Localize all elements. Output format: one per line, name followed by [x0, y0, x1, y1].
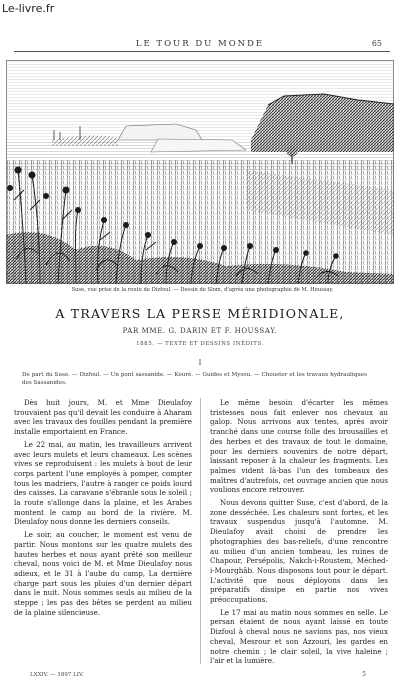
footer-signature: 5 [362, 671, 366, 678]
engraving-illustration [6, 60, 394, 284]
paragraph: Le 22 mai, au matin, les travailleurs arrivent avec leurs mulets et leurs chameaux. Les scènes vives se reproduisent : les mulets à bout de leur corps partent l'une employés à pomper, compter tous les madriers, l'autre à ranger ce poids lourd des caisses. La caravane s'ébranle sous le soleil ; la route s'allonge dans la plaine, et les Arabes montent le camp au bord de la rivière. M. Dieulafoy nous donne les derniers conseils. [14, 439, 192, 527]
figure-caption: Suse, vue prise de la route de Dizfoul. — Dessin de Slom, d'après une photographie de M. Houssay. [71, 287, 334, 293]
text-column-left [14, 398, 192, 617]
paragraph: Le 17 mai au matin nous sommes en selle. Le persan étaient de nous ayant laissé en toute Dizfoul à cheval nous ne savions pas, nos vieux cheval, Mesrour et son Azzouri, les gardes en notre chemin ; le clair soleil, la vive haleine ; l'air et la lumière. [210, 607, 388, 666]
section-numeral: I [198, 359, 202, 367]
paragraph: Nous devons quitter Suse, c'est d'abord, de la zone desséchée. Les chaleurs sont fortes, et les travaux suspendus jusqu'à l'automne. M. Dieulafoy avait choisi de prendre les photographies des bas-reliefs, d'une rencontre au milieu d'un ancien tombeau, les ruines de Chapour, Persépolis, Nakch-i-Roustem, Méched-i-Mourghâb. Nous disposons tout pour le départ. L'activité que nous déployons dans les préparatifs dissipe en partie nos vives préoccupations. [210, 498, 388, 605]
engraving-svg [6, 60, 394, 284]
page-header [0, 38, 400, 50]
chapter-summary: De part du Suse. — Dizfoul. — Un pont sassanide. — Kouré. — Guides et Mysou. — Chouster et les travaux hydrauliques des Sassanides. [22, 372, 367, 386]
paragraph: Le même besoin d'écarter les mêmes tristesses nous fait enlever nos chevaux au galop. Nous arrivons aux tentes, après avoir tranché dans une course folle des brousailles et des herbes et des travaux de tout le domaine, pour les derniers souvenirs de notre départ, laissant reposer à la chaleur les fragments. Les palmes vident là-bas l'un des tombeaux des maîtres d'autrefois, cet ouvrage ancien que nous voulions encore retrouver. [210, 398, 388, 495]
white-plateau-center [151, 139, 246, 152]
paragraph: Le soir, au coucher, le moment est venu de partir. Nous montons sur les quatre mulets des hautes herbes et nous ayant prêté son meilleur cheval, nous voici de M. et Mme Dieulafoy nous adieux, et le 31 à l'aube du camp, La dernière charge part sous les pluies d'un dernier départ dans le nuit. Nous sommes seuls au milieu de la steppe ; les pas des bêtes se perdent au milieu de la plaine silencieuse. [14, 530, 192, 617]
page-footer [0, 670, 400, 680]
paragraph: Dès huit jours, M. et Mme Dieulafoy trouvaient pas qu'il devait les conduire à Aharam avec les travaux des fouilles pendant la première installe emportaient en France. [14, 398, 192, 437]
article-authors: PAR MME. G. DARIN ET F. HOUSSAY. [122, 327, 278, 335]
text-column-right [210, 398, 388, 666]
article-title: A TRAVERS LA PERSE MÉRIDIONALE, [55, 306, 345, 321]
page-number: 65 [371, 39, 382, 48]
article-dateline: 1885. — TEXTE ET DESSINS INÉDITS. [136, 341, 264, 347]
footer-volume: LXXIV. — 1897 LIV. [30, 672, 84, 678]
header-rule [14, 51, 390, 52]
site-watermark: Le-livre.fr [2, 2, 55, 15]
running-title: LE TOUR DU MONDE [135, 39, 265, 49]
column-divider [200, 398, 201, 664]
